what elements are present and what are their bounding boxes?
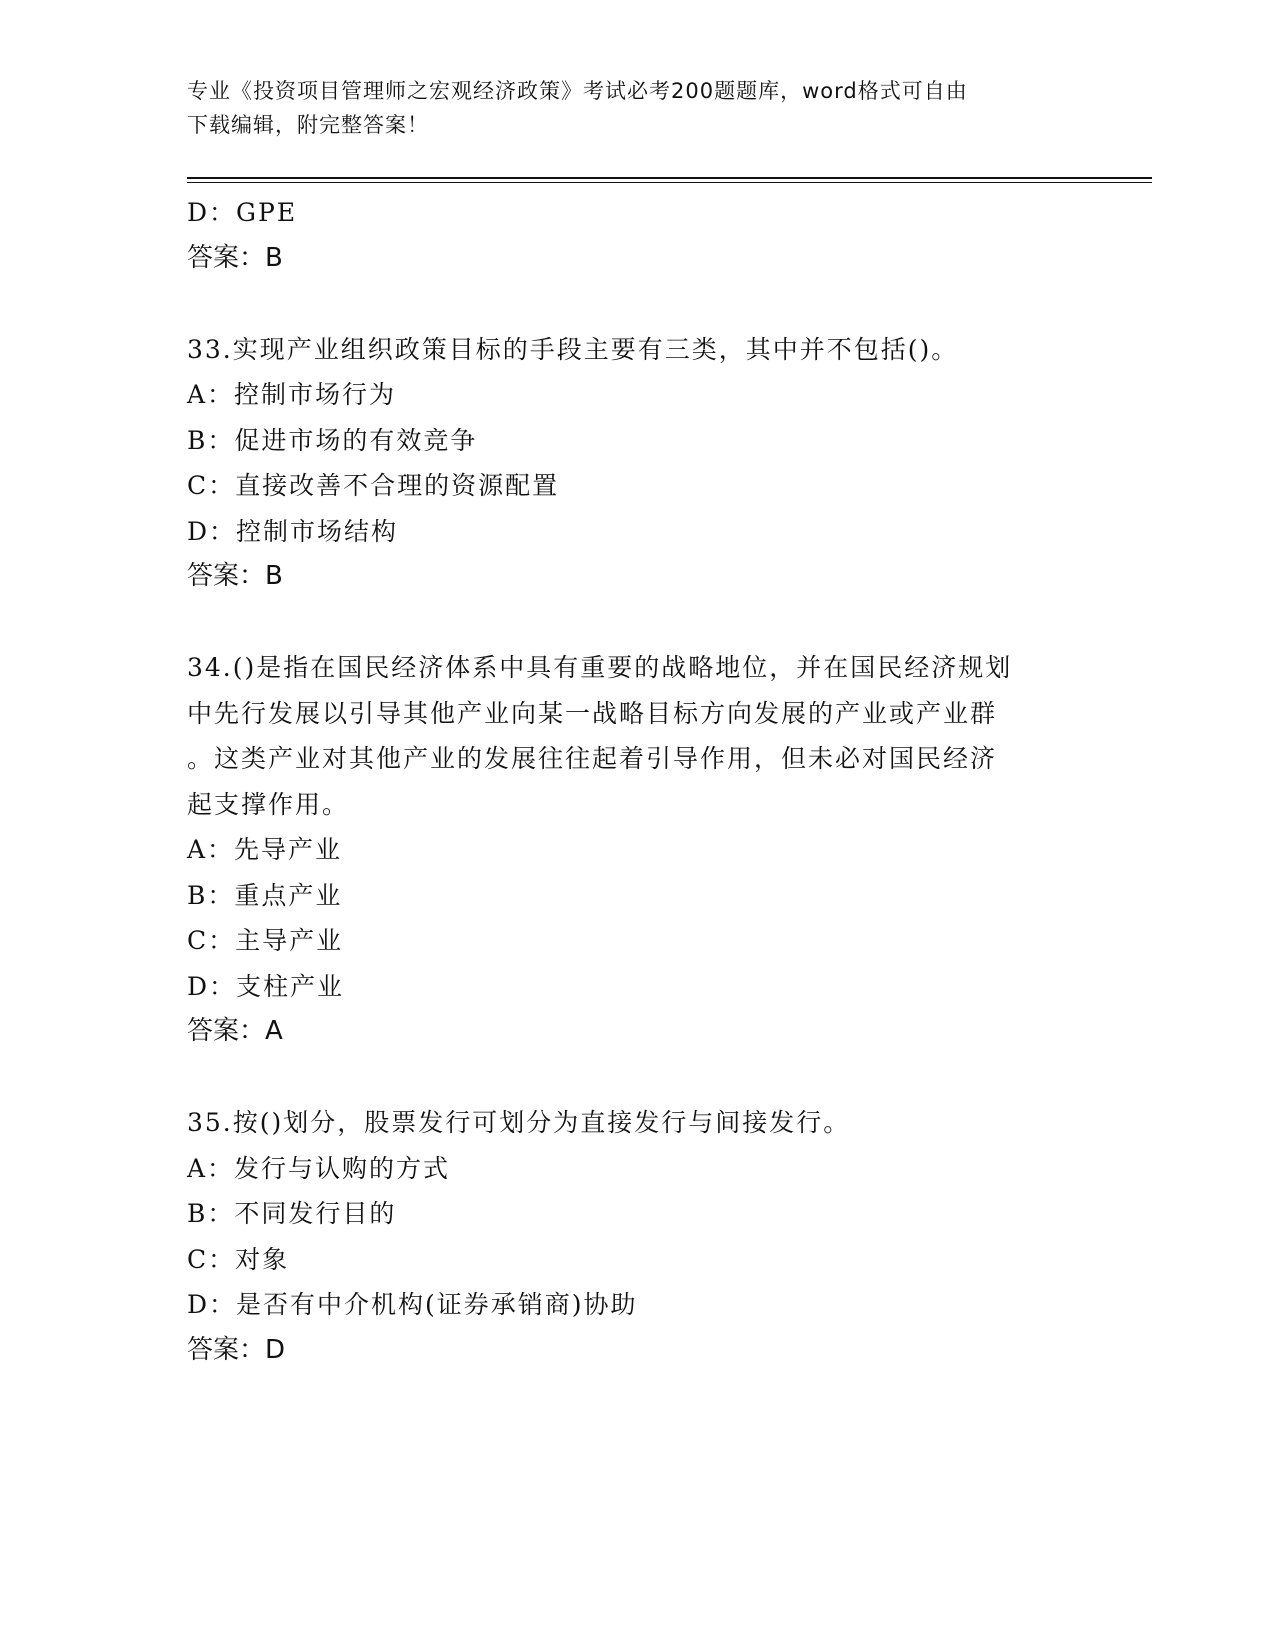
- answer-line: 答案：D: [187, 1334, 286, 1365]
- option-a: A：先导产业: [187, 835, 343, 864]
- question-stem-line-2: 中先行发展以引导其他产业向某一战略目标方向发展的产业或产业群: [187, 698, 998, 728]
- option-d: D：是否有中介机构(证券承销商)协助: [187, 1290, 638, 1319]
- option-c: C：直接改善不合理的资源配置: [187, 471, 560, 500]
- question-34: [187, 645, 1087, 1055]
- answer-line: 答案：A: [187, 1016, 283, 1046]
- option-b: B：不同发行目的: [187, 1199, 397, 1228]
- spacer: [187, 281, 1087, 327]
- question-stem-line-4: 起支撑作用。: [187, 789, 350, 819]
- header-rule-thick: [187, 177, 1152, 179]
- header-line-2: 下载编辑，附完整答案！: [187, 113, 429, 137]
- option-a: A：发行与认购的方式: [187, 1153, 451, 1183]
- answer-line: 答案：B: [187, 242, 283, 273]
- page-header: [187, 74, 1077, 142]
- question-stem: 35.按()划分，股票发行可划分为直接发行与间接发行。: [187, 1108, 851, 1137]
- option-c: C：对象: [187, 1244, 290, 1274]
- option-c: C：主导产业: [187, 926, 344, 955]
- header-line-1: 专业《投资项目管理师之宏观经济政策》考试必考200题题库，word格式可自由: [187, 79, 968, 103]
- option-b: B：重点产业: [187, 880, 343, 910]
- header-rule-thin: [187, 182, 1152, 183]
- question-35: [187, 1100, 1087, 1373]
- question-list: [187, 190, 1087, 1373]
- spacer: [187, 600, 1087, 646]
- question-stem-line-1: 34.()是指在国民经济体系中具有重要的战略地位，并在国民经济规划: [187, 653, 1013, 682]
- spacer: [187, 1055, 1087, 1101]
- option-d: D：控制市场结构: [187, 516, 399, 546]
- option-d: D：支柱产业: [187, 971, 345, 1001]
- option-d: D：GPE: [187, 198, 298, 227]
- option-b: B：促进市场的有效竞争: [187, 425, 478, 455]
- question-33: [187, 327, 1087, 600]
- answer-line: 答案：B: [187, 561, 283, 591]
- question-stem-line-3: 。这类产业对其他产业的发展往往起着引导作用，但未必对国民经济: [187, 744, 998, 773]
- question-stem: 33.实现产业组织政策目标的手段主要有三类，其中并不包括()。: [187, 334, 959, 364]
- option-a: A：控制市场行为: [187, 380, 397, 409]
